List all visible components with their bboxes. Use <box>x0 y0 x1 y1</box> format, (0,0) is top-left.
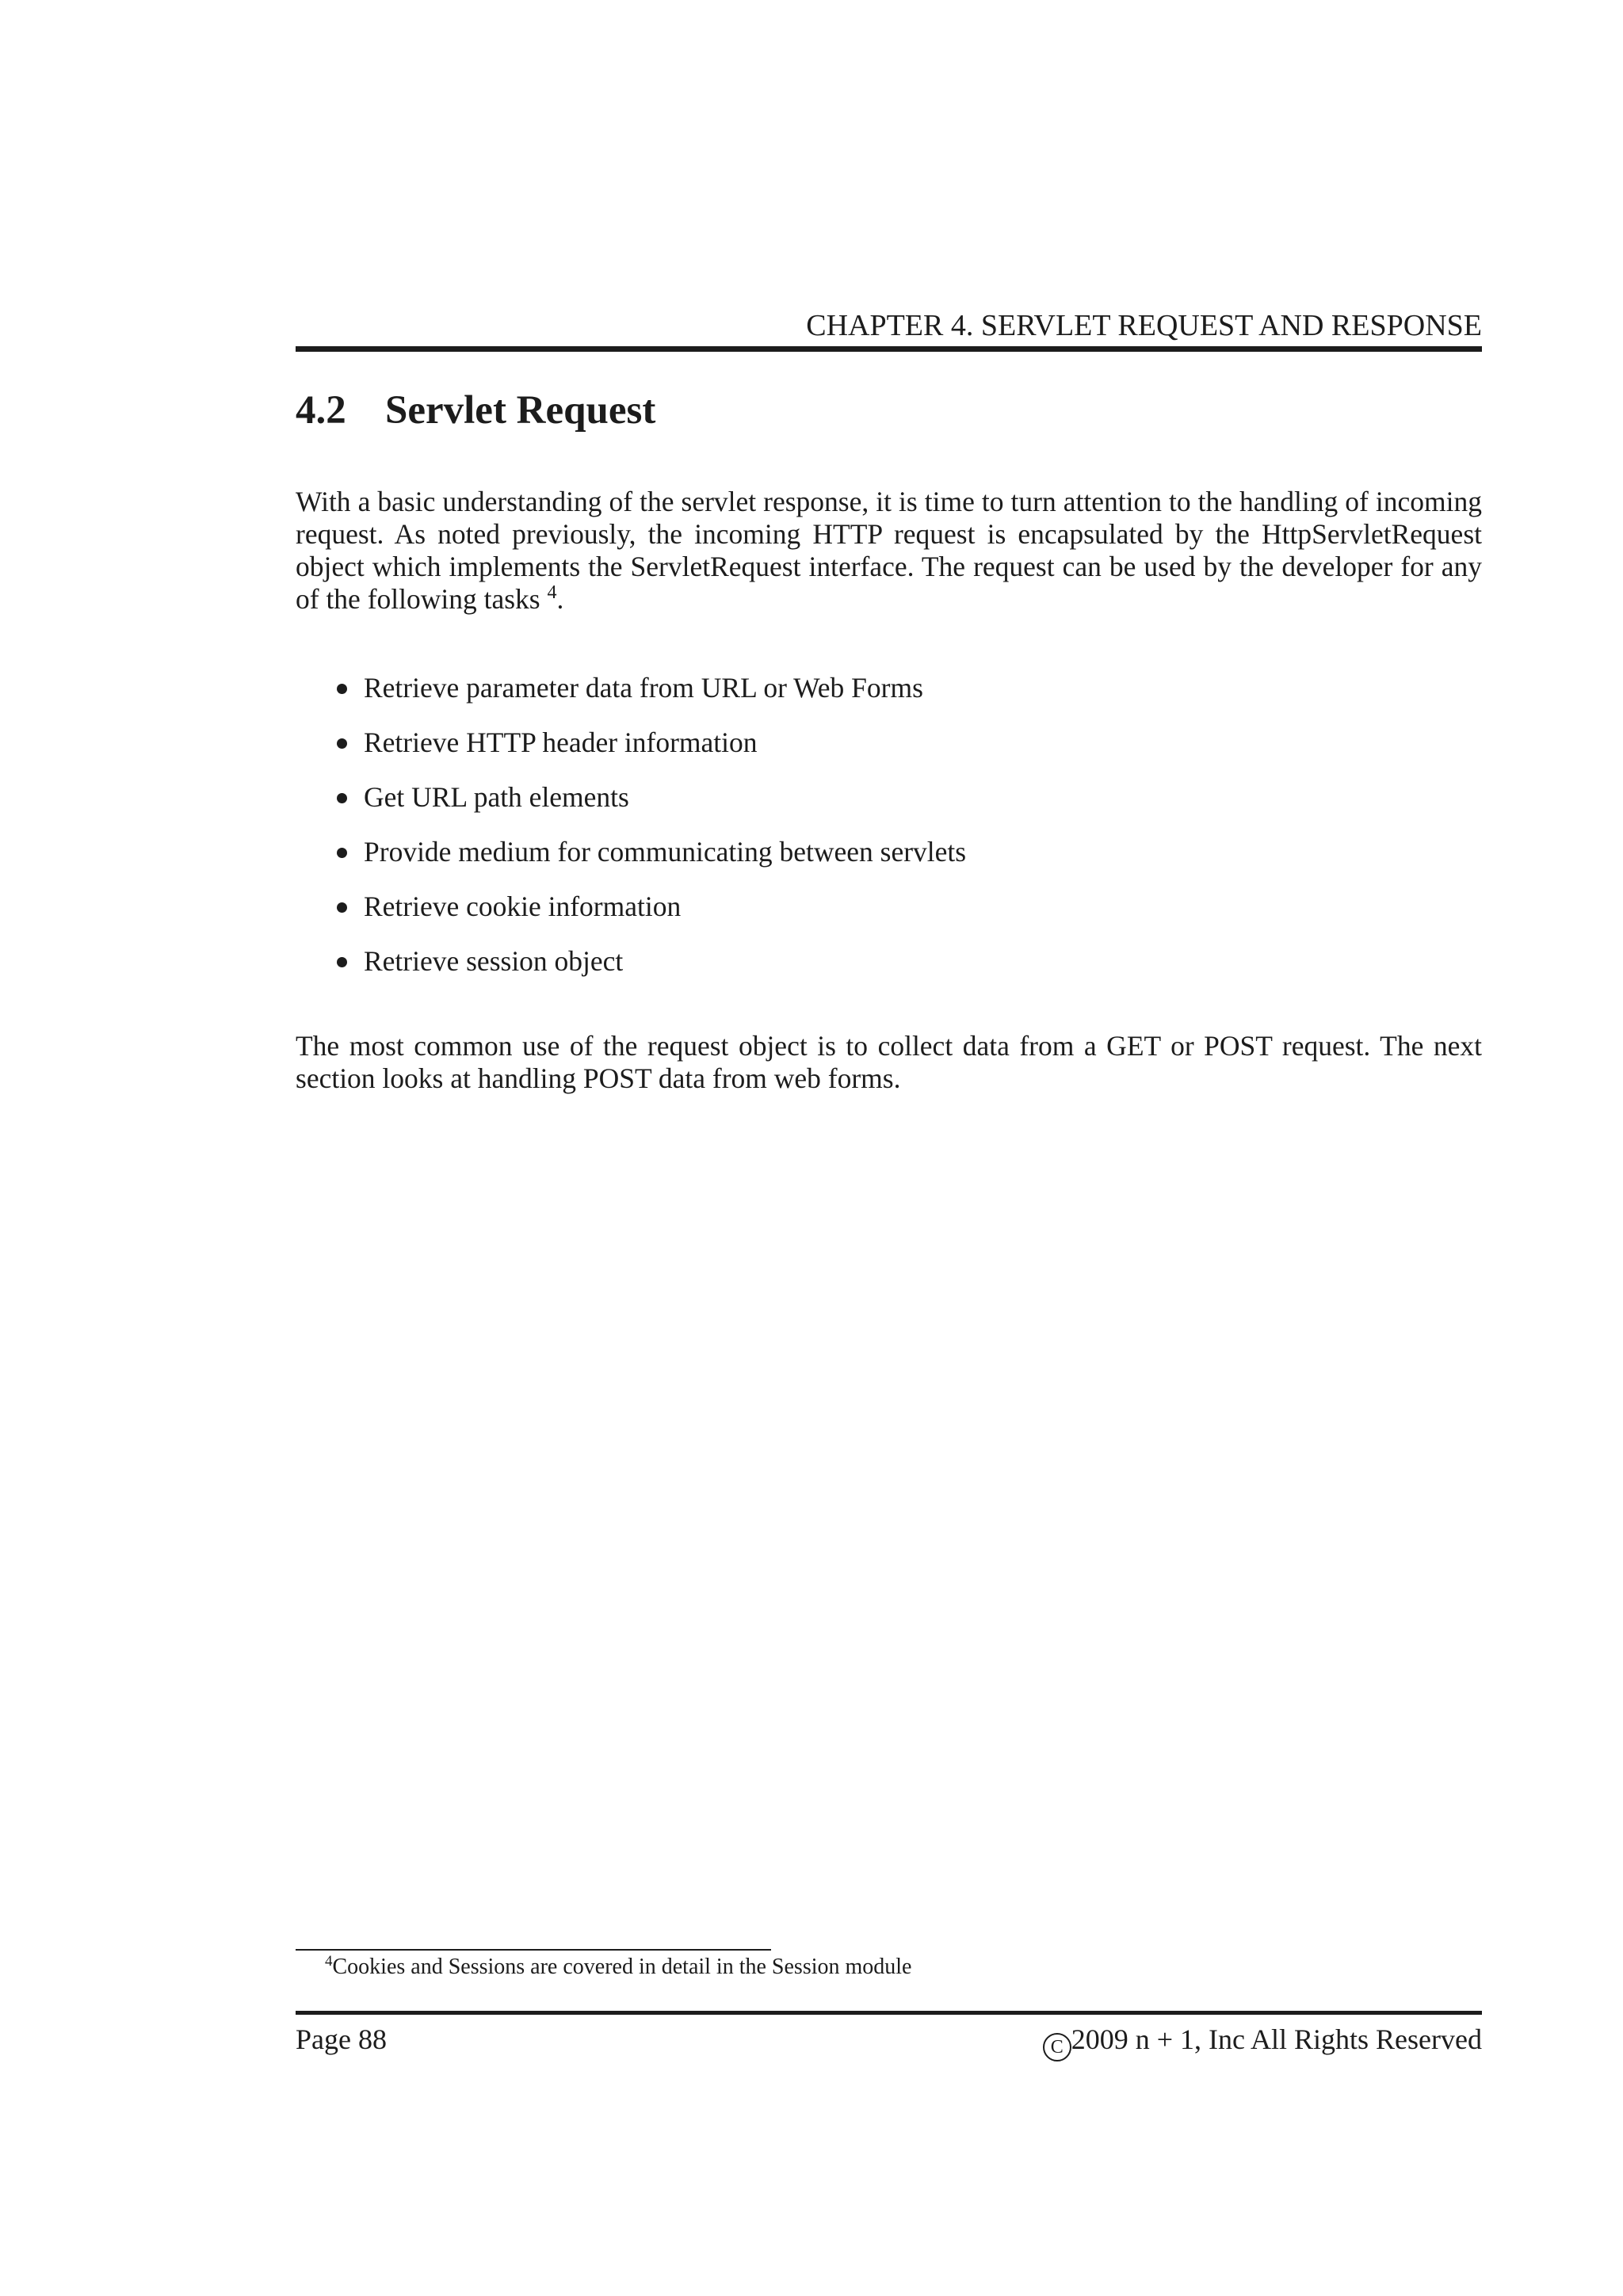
copyright-notice <box>1043 2022 1482 2061</box>
footnote-mark: 4 <box>325 1953 333 1970</box>
list-item <box>296 672 966 727</box>
list-item <box>296 836 966 891</box>
section-title: Servlet Request <box>385 388 656 433</box>
footnote-text: Cookies and Sessions are covered in detail in the Session module <box>332 1955 912 1979</box>
header-rule <box>296 346 1482 352</box>
page-number: Page 88 <box>296 2023 387 2055</box>
list-item <box>296 891 966 945</box>
list-item <box>296 781 966 836</box>
task-list <box>296 672 966 1000</box>
document-page <box>296 0 1482 2296</box>
intro-end: . <box>556 583 564 615</box>
list-item-text: Provide medium for communicating between servlets <box>364 836 967 868</box>
section-number: 4.2 <box>296 388 346 433</box>
bullet-icon <box>337 902 347 913</box>
bullet-icon <box>337 793 347 803</box>
intro-paragraph <box>296 486 1482 616</box>
list-item-text: Get URL path elements <box>364 781 629 813</box>
list-item <box>296 727 966 781</box>
footnote-rule <box>296 1949 771 1951</box>
list-item-text: Retrieve HTTP header information <box>364 727 758 758</box>
copyright-text: 2009 n + 1, Inc All Rights Reserved <box>1071 2023 1482 2055</box>
copyright-icon: C <box>1043 2033 1071 2061</box>
bullet-icon <box>337 738 347 749</box>
bullet-icon <box>337 684 347 694</box>
list-item-text: Retrieve session object <box>364 945 624 977</box>
closing-paragraph: The most common use of the request object is to collect data from a GET or POST request. The next section looks at handling POST data from web forms. <box>296 1030 1482 1094</box>
list-item <box>296 945 966 1000</box>
footnote-reference[interactable]: 4 <box>547 582 557 603</box>
footnote <box>325 1954 911 1981</box>
footer-rule <box>296 2011 1482 2015</box>
list-item-text: Retrieve cookie information <box>364 891 682 922</box>
bullet-icon <box>337 957 347 967</box>
running-head: CHAPTER 4. SERVLET REQUEST AND RESPONSE <box>806 309 1482 342</box>
list-item-text: Retrieve parameter data from URL or Web Forms <box>364 672 923 704</box>
section-heading <box>296 387 655 434</box>
bullet-icon <box>337 848 347 858</box>
intro-text: With a basic understanding of the servlet response, it is time to turn attention to the handling of incoming request. As noted previously, the incoming HTTP request is encapsulated by the HttpServletRequest object which implements the ServletRequest interface. The request can be used by the developer for any of the following tasks <box>296 486 1482 615</box>
